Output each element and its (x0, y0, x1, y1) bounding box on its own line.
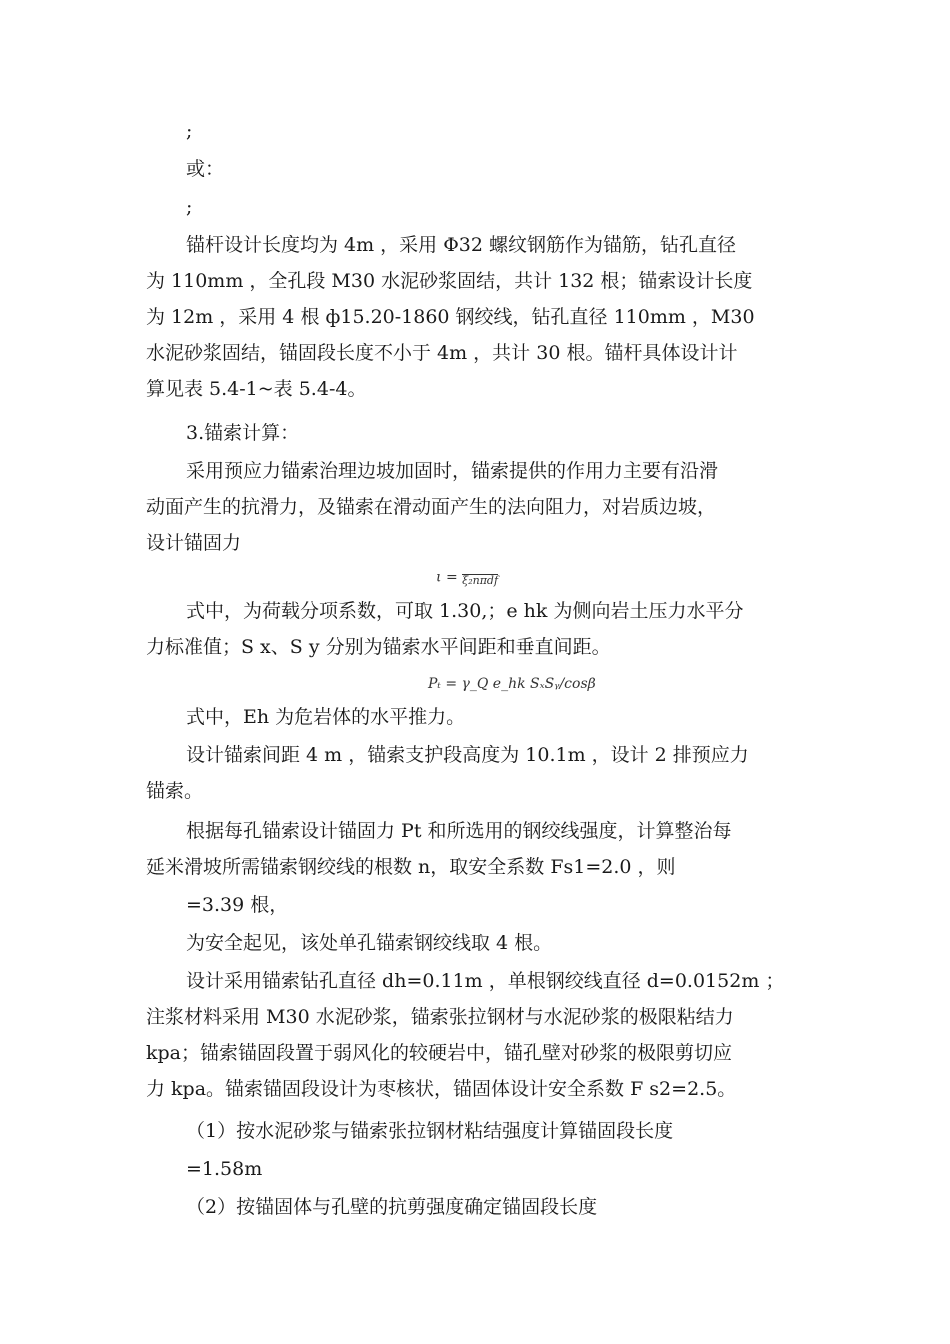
text-line: 设计采用锚索钻孔直径 dh=0.11m ，单根钢绞线直径 d=0.0152m ； (186, 970, 785, 992)
text-line: 采用预应力锚索治理边坡加固时，锚索提供的作用力主要有沿滑 (186, 460, 719, 482)
line-semicolon-1: ; (186, 120, 193, 142)
formula-denominator: ξ₂nπdf (462, 574, 499, 587)
text-line: 延米滑坡所需锚索钢绞线的根数 n，取安全系数 Fs1=2.0 ，则 (146, 856, 676, 878)
text-line: 注浆材料采用 M30 水泥砂浆，锚索张拉钢材与水泥砂浆的极限粘结力 (146, 1006, 734, 1028)
text-line: 为 110mm ，全孔段 M30 水泥砂浆固结，共计 132 根；锚索设计长度 (146, 270, 753, 292)
text-line: 水泥砂浆固结，锚固段长度不小于 4m ，共计 30 根。锚杆具体设计计 (146, 342, 738, 364)
subsection-1: （1）按水泥砂浆与锚索张拉钢材粘结强度计算锚固段长度 (186, 1120, 674, 1142)
line-semicolon-2: ; (186, 196, 193, 218)
result-anchor-length: =1.58m (186, 1158, 263, 1180)
paragraph-strand-count (146, 813, 810, 885)
section-heading-cable-calc: 3.锚索计算： (186, 422, 300, 444)
paragraph-cable-spacing (146, 737, 810, 809)
text-line: 设计锚索间距 4 m ，锚索支护段高度为 10.1m ，设计 2 排预应力 (186, 744, 749, 766)
text-line: 算见表 5.4-1~表 5.4-4。 (146, 378, 367, 400)
text-line: 力 kpa。锚索锚固段设计为枣核状，锚固体设计安全系数 F s2=2.5。 (146, 1078, 737, 1100)
text-line: 锚索。 (146, 780, 204, 802)
formula-fraction (462, 568, 498, 587)
text-line: 设计锚固力 (146, 532, 242, 554)
paragraph-where-load-factor (146, 593, 810, 665)
text-line: 动面产生的抗滑力，及锚索在滑动面产生的法向阻力，对岩质边坡， (146, 496, 717, 518)
text-line: 为 12m ，采用 4 根 ф15.20-1860 钢绞线，钻孔直径 110mm ，M30 (146, 306, 755, 328)
formula-anchor-force: Pₜ = γ_Q e_hk SₓSᵧ/cosβ (428, 676, 596, 692)
formula-anchor-length (436, 568, 498, 587)
paragraph-prestressed-cable (146, 453, 810, 561)
text-line: 根据每孔锚索设计锚固力 Pt 和所选用的钢绞线强度，计算整治每 (186, 820, 732, 842)
result-strand-count: =3.39 根， (186, 894, 289, 916)
paragraph-safety-choice: 为安全起见，该处单孔锚索钢绞线取 4 根。 (186, 932, 553, 954)
text-line: 锚杆设计长度均为 4m ，采用 Φ32 螺纹钢筋作为锚筋，钻孔直径 (186, 234, 737, 256)
paragraph-anchor-design (146, 227, 810, 407)
formula-lhs: ι (436, 569, 442, 586)
paragraph-where-eh: 式中，Eh 为危岩体的水平推力。 (186, 706, 466, 728)
text-line: 式中，为荷载分项系数，可取 1.30,；e hk 为侧向岩土压力水平分 (186, 600, 744, 622)
line-or: 或： (186, 158, 225, 180)
text-line: kpa；锚索锚固段置于弱风化的较硬岩中，锚孔壁对砂浆的极限剪切应 (146, 1042, 733, 1064)
formula-equals: = (445, 569, 458, 586)
text-line: 力标准值；S x、S y 分别为锚索水平间距和垂直间距。 (146, 636, 611, 658)
paragraph-drill-parameters (146, 963, 810, 1107)
subsection-2: （2）按锚固体与孔壁的抗剪强度确定锚固段长度 (186, 1196, 598, 1218)
